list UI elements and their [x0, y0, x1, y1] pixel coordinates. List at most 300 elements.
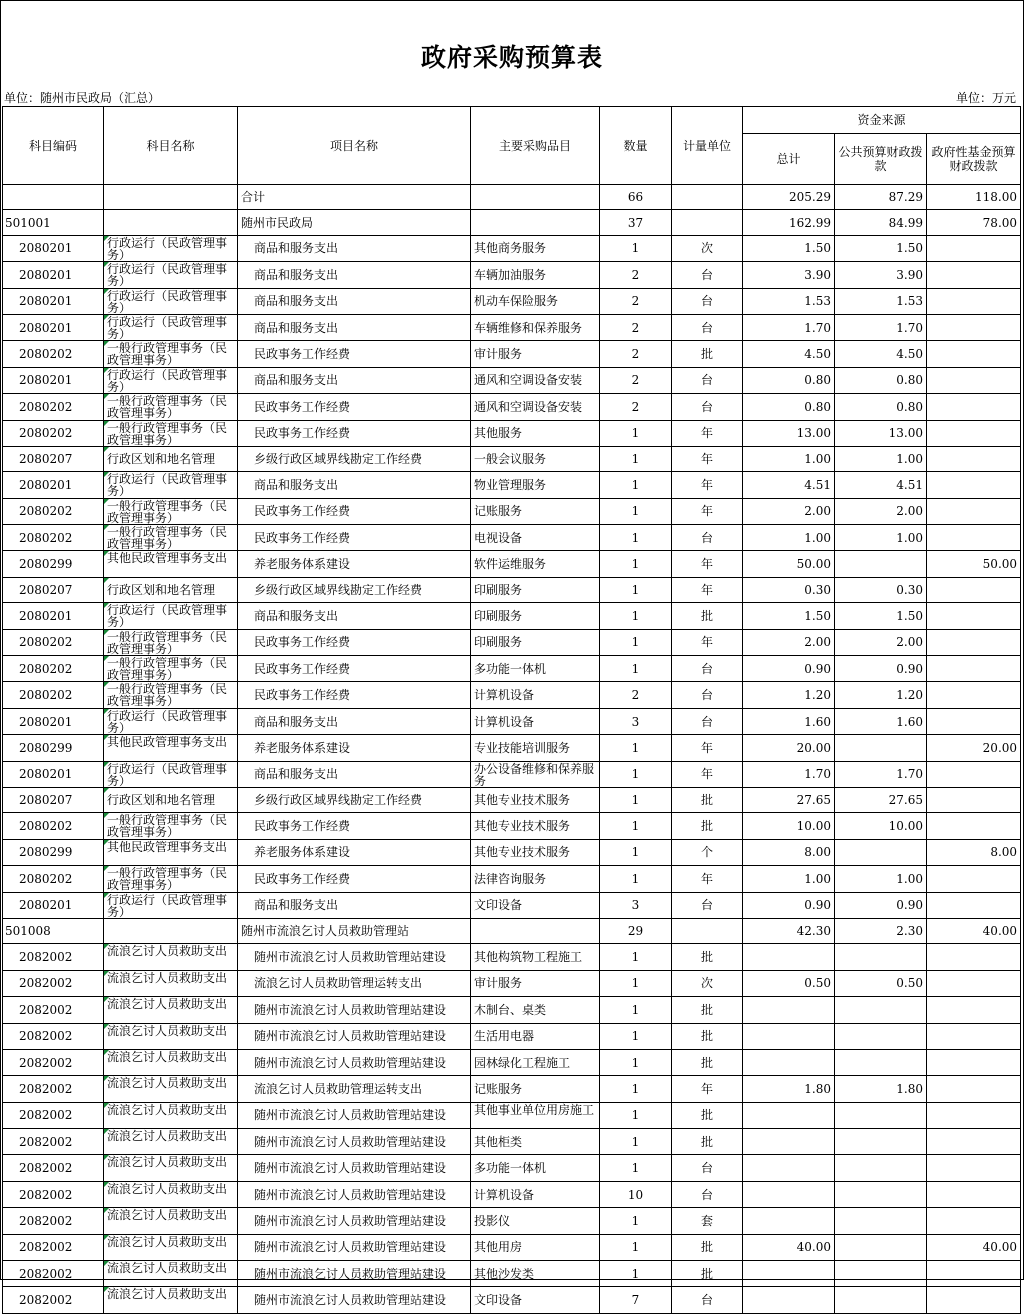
cell-gov-fund: 20.00	[927, 735, 1021, 761]
cell-item: 记账服务	[471, 498, 600, 524]
cell-project: 民政事务工作经费	[238, 498, 471, 524]
cell-project: 随州市流浪乞讨人员救助管理站建设	[238, 1234, 471, 1260]
cell-project: 养老服务体系建设	[238, 551, 471, 577]
cell-qty: 2	[600, 262, 672, 288]
cell-total: 1.70	[743, 314, 835, 340]
cell-gov-fund	[927, 314, 1021, 340]
cell-code: 2080207	[3, 446, 104, 471]
cell-qty: 1	[600, 1129, 672, 1155]
cell-public: 1.70	[835, 761, 927, 787]
cell-total: 1.70	[743, 761, 835, 787]
table-row	[3, 656, 1021, 682]
table-row	[3, 944, 1021, 970]
cell-unit: 台	[672, 1287, 743, 1313]
header-code: 科目编码	[3, 107, 104, 185]
cell-public: 1.00	[835, 866, 927, 892]
cell-subject: 其他民政管理事务支出	[104, 551, 238, 577]
cell-code: 2080202	[3, 682, 104, 708]
cell-subject: 流浪乞讨人员救助支出	[104, 1076, 238, 1102]
cell-public	[835, 997, 927, 1023]
cell-code: 501008	[3, 918, 104, 943]
cell-subject: 流浪乞讨人员救助支出	[104, 1129, 238, 1155]
cell-code: 2080202	[3, 813, 104, 839]
cell-project: 民政事务工作经费	[238, 525, 471, 551]
header-total: 总计	[743, 134, 835, 185]
cell-public: 2.00	[835, 629, 927, 655]
cell-subject: 行政运行（民政管理事务）	[104, 472, 238, 498]
cell-unit: 批	[672, 813, 743, 839]
cell-public: 2.30	[835, 918, 927, 943]
cell-item: 印刷服务	[471, 577, 600, 602]
table-row	[3, 997, 1021, 1023]
table-row	[3, 866, 1021, 892]
cell-public	[835, 1129, 927, 1155]
cell-total: 1.60	[743, 708, 835, 734]
cell-subject: 其他民政管理事务支出	[104, 839, 238, 865]
cell-project: 民政事务工作经费	[238, 656, 471, 682]
cell-unit: 批	[672, 1129, 743, 1155]
cell-public	[835, 551, 927, 577]
cell-public: 10.00	[835, 813, 927, 839]
cell-total	[743, 1023, 835, 1049]
table-row	[3, 1261, 1021, 1287]
table-row	[3, 1023, 1021, 1049]
cell-qty: 3	[600, 708, 672, 734]
cell-gov-fund	[927, 629, 1021, 655]
cell-gov-fund	[927, 577, 1021, 602]
cell-total: 0.80	[743, 367, 835, 393]
cell-total: 20.00	[743, 735, 835, 761]
cell-unit: 批	[672, 603, 743, 629]
cell-project: 随州市流浪乞讨人员救助管理站建设	[238, 1155, 471, 1181]
cell-project: 合计	[238, 185, 471, 210]
cell-code: 2082002	[3, 1208, 104, 1234]
cell-total: 1.00	[743, 525, 835, 551]
table-row	[3, 735, 1021, 761]
cell-unit: 次	[672, 970, 743, 996]
cell-gov-fund: 50.00	[927, 551, 1021, 577]
cell-gov-fund: 8.00	[927, 839, 1021, 865]
table-row	[3, 498, 1021, 524]
table-row	[3, 577, 1021, 602]
cell-gov-fund: 40.00	[927, 1234, 1021, 1260]
cell-gov-fund: 78.00	[927, 210, 1021, 235]
cell-qty: 1	[600, 866, 672, 892]
cell-item: 其他专业技术服务	[471, 787, 600, 812]
cell-total: 1.53	[743, 288, 835, 314]
cell-project: 商品和服务支出	[238, 603, 471, 629]
cell-gov-fund	[927, 1287, 1021, 1313]
cell-qty: 7	[600, 1287, 672, 1313]
cell-total: 0.90	[743, 892, 835, 918]
cell-gov-fund	[927, 288, 1021, 314]
cell-unit: 批	[672, 341, 743, 367]
cell-code: 2082002	[3, 1155, 104, 1181]
cell-subject: 流浪乞讨人员救助支出	[104, 997, 238, 1023]
cell-total: 1.50	[743, 235, 835, 261]
cell-qty: 1	[600, 1234, 672, 1260]
cell-item: 通风和空调设备安装	[471, 367, 600, 393]
cell-item: 一般会议服务	[471, 446, 600, 471]
cell-code: 2080201	[3, 235, 104, 261]
cell-item: 计算机设备	[471, 1181, 600, 1207]
cell-subject: 流浪乞讨人员救助支出	[104, 1155, 238, 1181]
cell-qty: 1	[600, 235, 672, 261]
cell-total: 0.90	[743, 656, 835, 682]
cell-gov-fund	[927, 341, 1021, 367]
cell-gov-fund	[927, 446, 1021, 471]
cell-qty: 1	[600, 629, 672, 655]
total-row	[3, 185, 1021, 210]
cell-code: 2082002	[3, 1234, 104, 1260]
cell-item: 其他专业技术服务	[471, 839, 600, 865]
cell-gov-fund	[927, 1076, 1021, 1102]
cell-code: 2082002	[3, 1261, 104, 1287]
cell-project: 流浪乞讨人员救助管理运转支出	[238, 970, 471, 996]
cell-qty: 1	[600, 1076, 672, 1102]
cell-qty: 1	[600, 525, 672, 551]
cell-public: 1.50	[835, 235, 927, 261]
cell-item: 文印设备	[471, 892, 600, 918]
cell-item	[471, 185, 600, 210]
table-row	[3, 1234, 1021, 1260]
cell-project: 民政事务工作经费	[238, 866, 471, 892]
table-body	[3, 185, 1021, 1314]
cell-item: 其他事业单位用房施工	[471, 1102, 600, 1128]
cell-project: 民政事务工作经费	[238, 682, 471, 708]
table-row	[3, 394, 1021, 420]
cell-qty: 1	[600, 551, 672, 577]
cell-unit: 批	[672, 1102, 743, 1128]
cell-total	[743, 1129, 835, 1155]
cell-gov-fund	[927, 944, 1021, 970]
cell-qty: 1	[600, 577, 672, 602]
header-qty: 数量	[600, 107, 672, 185]
cell-code: 2080201	[3, 761, 104, 787]
cell-project: 民政事务工作经费	[238, 813, 471, 839]
cell-item: 专业技能培训服务	[471, 735, 600, 761]
cell-code: 2080202	[3, 525, 104, 551]
cell-public: 1.00	[835, 525, 927, 551]
cell-subject: 行政运行（民政管理事务）	[104, 367, 238, 393]
cell-gov-fund	[927, 367, 1021, 393]
cell-unit: 年	[672, 1076, 743, 1102]
header-item: 主要采购品目	[471, 107, 600, 185]
cell-gov-fund	[927, 1181, 1021, 1207]
cell-public	[835, 1234, 927, 1260]
cell-project: 随州市流浪乞讨人员救助管理站建设	[238, 1129, 471, 1155]
cell-item: 印刷服务	[471, 603, 600, 629]
table-row	[3, 629, 1021, 655]
cell-total: 4.50	[743, 341, 835, 367]
table-row	[3, 761, 1021, 787]
cell-qty: 1	[600, 1155, 672, 1181]
cell-unit: 套	[672, 1208, 743, 1234]
cell-qty: 1	[600, 498, 672, 524]
table-row	[3, 420, 1021, 446]
cell-subject: 流浪乞讨人员救助支出	[104, 1023, 238, 1049]
cell-project: 随州市流浪乞讨人员救助管理站建设	[238, 1023, 471, 1049]
cell-subject: 流浪乞讨人员救助支出	[104, 1261, 238, 1287]
cell-project: 乡级行政区域界线勘定工作经费	[238, 577, 471, 602]
cell-subject: 行政区划和地名管理	[104, 787, 238, 812]
cell-unit: 次	[672, 235, 743, 261]
cell-item: 生活用电器	[471, 1023, 600, 1049]
cell-gov-fund	[927, 1155, 1021, 1181]
cell-item: 通风和空调设备安装	[471, 394, 600, 420]
table-row	[3, 1181, 1021, 1207]
cell-subject: 行政运行（民政管理事务）	[104, 235, 238, 261]
cell-code: 2082002	[3, 1023, 104, 1049]
cell-subject: 行政运行（民政管理事务）	[104, 603, 238, 629]
cell-unit	[672, 918, 743, 943]
table-row	[3, 1102, 1021, 1128]
cell-subject: 一般行政管理事务（民政管理事务）	[104, 866, 238, 892]
cell-unit: 年	[672, 577, 743, 602]
cell-qty: 1	[600, 603, 672, 629]
cell-public	[835, 1155, 927, 1181]
cell-qty: 2	[600, 314, 672, 340]
cell-public: 1.80	[835, 1076, 927, 1102]
cell-qty: 2	[600, 367, 672, 393]
cell-project: 商品和服务支出	[238, 761, 471, 787]
cell-code: 2080299	[3, 551, 104, 577]
cell-gov-fund	[927, 1129, 1021, 1155]
cell-code: 2080202	[3, 498, 104, 524]
table-row	[3, 288, 1021, 314]
cell-total: 3.90	[743, 262, 835, 288]
cell-code: 2080201	[3, 892, 104, 918]
cell-subject: 一般行政管理事务（民政管理事务）	[104, 498, 238, 524]
cell-project: 随州市流浪乞讨人员救助管理站建设	[238, 1181, 471, 1207]
cell-unit: 批	[672, 1234, 743, 1260]
cell-code: 2080202	[3, 341, 104, 367]
cell-subject: 一般行政管理事务（民政管理事务）	[104, 629, 238, 655]
cell-project: 随州市流浪乞讨人员救助管理站建设	[238, 1049, 471, 1075]
cell-public: 0.80	[835, 394, 927, 420]
cell-public	[835, 735, 927, 761]
table-row	[3, 314, 1021, 340]
cell-subject: 流浪乞讨人员救助支出	[104, 1208, 238, 1234]
cell-item: 物业管理服务	[471, 472, 600, 498]
cell-gov-fund	[927, 656, 1021, 682]
cell-qty: 2	[600, 394, 672, 420]
cell-item: 电视设备	[471, 525, 600, 551]
cell-public: 0.90	[835, 656, 927, 682]
cell-gov-fund	[927, 603, 1021, 629]
cell-item: 计算机设备	[471, 708, 600, 734]
cell-item: 机动车保险服务	[471, 288, 600, 314]
cell-qty: 29	[600, 918, 672, 943]
table-row	[3, 1287, 1021, 1313]
cell-unit: 年	[672, 498, 743, 524]
cell-qty: 3	[600, 892, 672, 918]
cell-item: 审计服务	[471, 970, 600, 996]
cell-project: 流浪乞讨人员救助管理运转支出	[238, 1076, 471, 1102]
cell-unit: 批	[672, 944, 743, 970]
cell-total	[743, 1155, 835, 1181]
cell-public: 13.00	[835, 420, 927, 446]
cell-gov-fund	[927, 420, 1021, 446]
cell-item: 其他沙发类	[471, 1261, 600, 1287]
cell-qty: 1	[600, 472, 672, 498]
cell-item: 记账服务	[471, 1076, 600, 1102]
cell-qty: 2	[600, 341, 672, 367]
cell-project: 随州市流浪乞讨人员救助管理站建设	[238, 944, 471, 970]
cell-item: 审计服务	[471, 341, 600, 367]
cell-project: 随州市流浪乞讨人员救助管理站建设	[238, 997, 471, 1023]
cell-item: 其他构筑物工程施工	[471, 944, 600, 970]
cell-subject: 行政运行（民政管理事务）	[104, 262, 238, 288]
cell-public: 3.90	[835, 262, 927, 288]
cell-code: 2080299	[3, 735, 104, 761]
cell-project: 随州市民政局	[238, 210, 471, 235]
cell-subject	[104, 185, 238, 210]
header-gov-fund: 政府性基金预算财政拨款	[927, 134, 1021, 185]
cell-subject: 流浪乞讨人员救助支出	[104, 1102, 238, 1128]
table-row	[3, 367, 1021, 393]
cell-public: 1.50	[835, 603, 927, 629]
cell-code: 2082002	[3, 1181, 104, 1207]
cell-project: 商品和服务支出	[238, 367, 471, 393]
cell-qty: 1	[600, 446, 672, 471]
cell-gov-fund	[927, 1261, 1021, 1287]
cell-item: 其他用房	[471, 1234, 600, 1260]
cell-subject: 一般行政管理事务（民政管理事务）	[104, 341, 238, 367]
cell-gov-fund: 118.00	[927, 185, 1021, 210]
cell-code: 2080201	[3, 708, 104, 734]
cell-unit: 台	[672, 708, 743, 734]
header-unit: 计量单位	[672, 107, 743, 185]
cell-total: 2.00	[743, 498, 835, 524]
table-row	[3, 551, 1021, 577]
cell-code: 2082002	[3, 970, 104, 996]
header-subject: 科目名称	[104, 107, 238, 185]
cell-item: 法律咨询服务	[471, 866, 600, 892]
cell-unit: 年	[672, 629, 743, 655]
cell-qty: 10	[600, 1181, 672, 1207]
cell-code: 2080201	[3, 367, 104, 393]
header-project: 项目名称	[238, 107, 471, 185]
cell-gov-fund: 40.00	[927, 918, 1021, 943]
table-row	[3, 892, 1021, 918]
cell-gov-fund	[927, 892, 1021, 918]
cell-project: 商品和服务支出	[238, 288, 471, 314]
cell-subject: 一般行政管理事务（民政管理事务）	[104, 420, 238, 446]
cell-qty: 1	[600, 1049, 672, 1075]
cell-total: 40.00	[743, 1234, 835, 1260]
table-row	[3, 970, 1021, 996]
cell-subject: 行政运行（民政管理事务）	[104, 761, 238, 787]
cell-code: 2080202	[3, 394, 104, 420]
cell-unit: 年	[672, 420, 743, 446]
cell-gov-fund	[927, 997, 1021, 1023]
cell-public	[835, 1208, 927, 1234]
cell-code: 2080202	[3, 656, 104, 682]
cell-unit: 台	[672, 1155, 743, 1181]
cell-public: 1.60	[835, 708, 927, 734]
cell-code: 2080202	[3, 866, 104, 892]
cell-qty: 2	[600, 682, 672, 708]
cell-qty: 1	[600, 1102, 672, 1128]
cell-unit: 台	[672, 367, 743, 393]
table-row	[3, 525, 1021, 551]
table-row	[3, 839, 1021, 865]
cell-subject: 其他民政管理事务支出	[104, 735, 238, 761]
cell-item: 多功能一体机	[471, 1155, 600, 1181]
cell-public: 27.65	[835, 787, 927, 812]
cell-qty: 1	[600, 1023, 672, 1049]
cell-subject: 流浪乞讨人员救助支出	[104, 944, 238, 970]
cell-code: 2080201	[3, 262, 104, 288]
cell-public: 0.90	[835, 892, 927, 918]
cell-project: 随州市流浪乞讨人员救助管理站建设	[238, 1261, 471, 1287]
table-row	[3, 1208, 1021, 1234]
table-row	[3, 708, 1021, 734]
cell-qty: 1	[600, 813, 672, 839]
cell-subject: 行政运行（民政管理事务）	[104, 288, 238, 314]
cell-subject: 行政区划和地名管理	[104, 577, 238, 602]
table-row	[3, 446, 1021, 471]
cell-qty: 1	[600, 787, 672, 812]
table-row	[3, 1155, 1021, 1181]
cell-subject: 行政区划和地名管理	[104, 446, 238, 471]
cell-subject: 流浪乞讨人员救助支出	[104, 1234, 238, 1260]
cell-item: 软件运维服务	[471, 551, 600, 577]
cell-total: 1.80	[743, 1076, 835, 1102]
cell-item: 其他服务	[471, 420, 600, 446]
cell-subject	[104, 210, 238, 235]
cell-gov-fund	[927, 498, 1021, 524]
budget-table	[2, 106, 1021, 1314]
cell-gov-fund	[927, 1102, 1021, 1128]
cell-total	[743, 1049, 835, 1075]
cell-public: 2.00	[835, 498, 927, 524]
cell-project: 养老服务体系建设	[238, 839, 471, 865]
cell-qty: 1	[600, 761, 672, 787]
cell-public	[835, 1261, 927, 1287]
cell-code: 2080202	[3, 629, 104, 655]
cell-qty: 1	[600, 944, 672, 970]
cell-project: 乡级行政区域界线勘定工作经费	[238, 787, 471, 812]
cell-total: 50.00	[743, 551, 835, 577]
cell-unit: 台	[672, 682, 743, 708]
cell-total	[743, 944, 835, 970]
cell-gov-fund	[927, 235, 1021, 261]
table-row	[3, 472, 1021, 498]
table-row	[3, 787, 1021, 812]
cell-public: 0.80	[835, 367, 927, 393]
cell-unit: 台	[672, 1181, 743, 1207]
cell-unit: 批	[672, 787, 743, 812]
table-row	[3, 262, 1021, 288]
cell-code: 2082002	[3, 1076, 104, 1102]
cell-unit: 台	[672, 394, 743, 420]
cell-unit: 年	[672, 472, 743, 498]
cell-public: 1.00	[835, 446, 927, 471]
cell-qty: 1	[600, 1208, 672, 1234]
cell-item: 文印设备	[471, 1287, 600, 1313]
cell-code: 2080201	[3, 603, 104, 629]
cell-project: 商品和服务支出	[238, 708, 471, 734]
cell-public	[835, 1287, 927, 1313]
cell-unit: 台	[672, 525, 743, 551]
cell-qty: 1	[600, 656, 672, 682]
cell-subject: 一般行政管理事务（民政管理事务）	[104, 682, 238, 708]
cell-subject: 流浪乞讨人员救助支出	[104, 970, 238, 996]
table-row	[3, 235, 1021, 261]
cell-qty: 66	[600, 185, 672, 210]
